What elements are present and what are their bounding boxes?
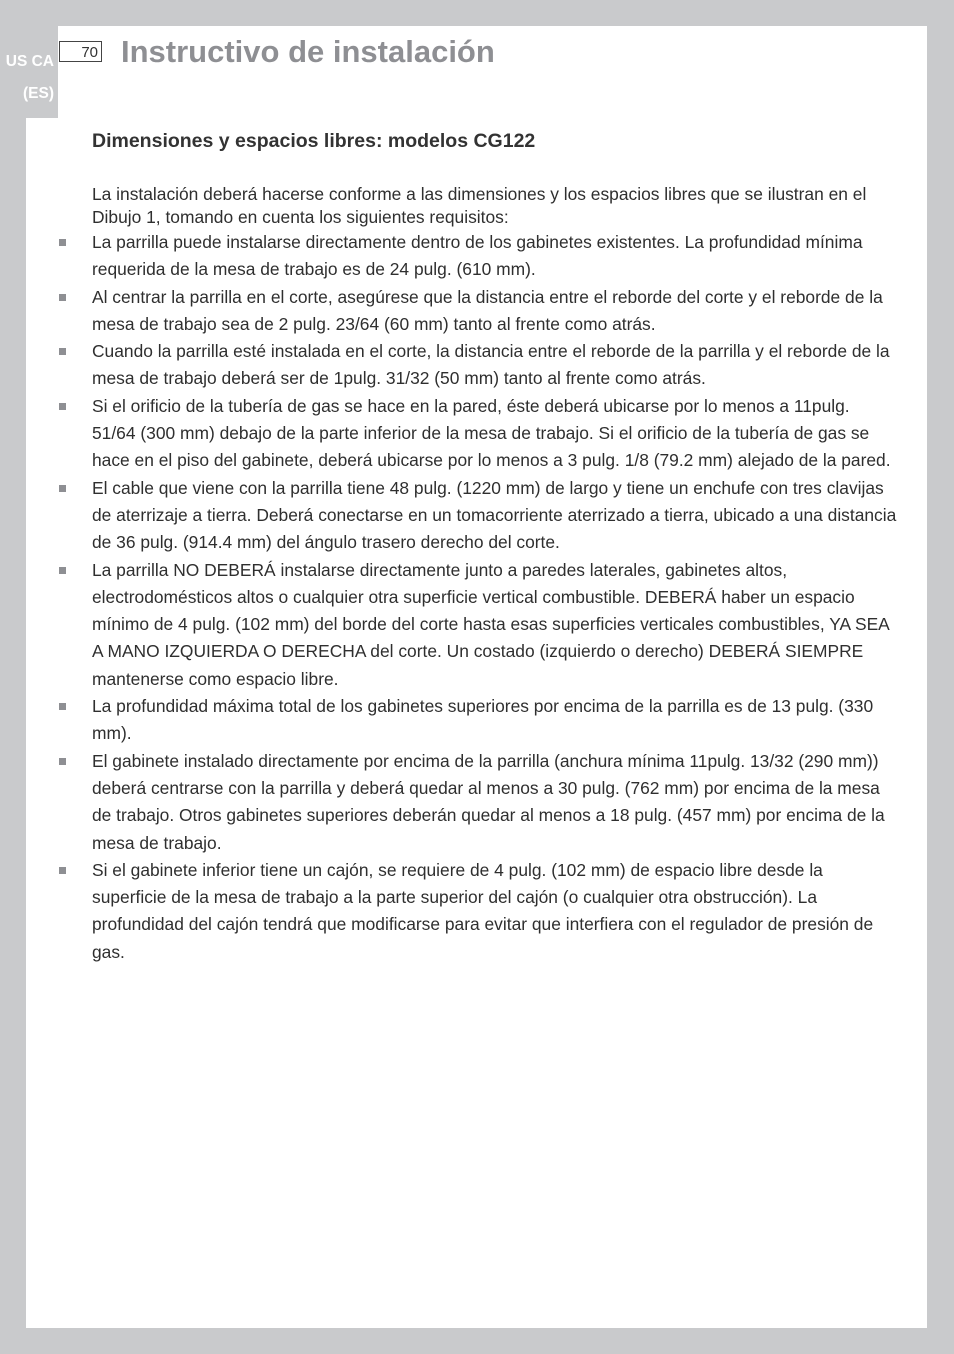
bullet-square-icon bbox=[59, 485, 66, 492]
bullet-square-icon bbox=[59, 867, 66, 874]
list-item bbox=[92, 393, 897, 475]
list-item-text: La parrilla puede instalarse directamente dentro de los gabinetes existentes. La profundidad mínima requerida de la mesa de trabajo es de 24 pulg. (610 mm). bbox=[92, 232, 863, 280]
bullet-square-icon bbox=[59, 567, 66, 574]
list-item-text: Al centrar la parrilla en el corte, asegúrese que la distancia entre el reborde del corte y el reborde de la mesa de trabajo sea de 2 pulg. 23/64 (60 mm) tanto al frente como atrás. bbox=[92, 286, 883, 334]
region-label bbox=[0, 46, 54, 110]
list-item bbox=[92, 475, 897, 557]
list-item bbox=[92, 693, 897, 748]
intro-paragraph: La instalación deberá hacerse conforme a las dimensiones y los espacios libres que se ilustran en el Dibujo 1, tomando en cuenta los siguientes requisitos: bbox=[92, 184, 867, 227]
section-heading: Dimensiones y espacios libres: modelos CG122 bbox=[92, 130, 536, 152]
list-item-text: Si el orificio de la tubería de gas se hace en la pared, éste deberá ubicarse por lo menos a 11pulg. 51/64 (300 mm) debajo de la parte inferior de la mesa de trabajo. Si el orificio de la tubería de gas se hace en el piso del gabinete, deberá ubicarse por lo menos a 3 pulg. 1/8 (79.2 mm) alejado de la pared. bbox=[92, 395, 891, 471]
region-country: US CA bbox=[5, 53, 54, 70]
requirements-list bbox=[92, 229, 897, 966]
list-item bbox=[92, 748, 897, 857]
bullet-square-icon bbox=[59, 294, 66, 301]
list-item bbox=[92, 284, 897, 339]
list-item-text: Si el gabinete inferior tiene un cajón, se requiere de 4 pulg. (102 mm) de espacio libre desde la superficie de la mesa de trabajo a la parte superior del cajón (o cualquier otra obstrucción). La profundidad del cajón tendrá que modificarse para evitar que interfiera con el regulador de presión de gas. bbox=[92, 859, 874, 962]
page-number: 70 bbox=[59, 41, 102, 62]
region-language: (ES) bbox=[23, 85, 54, 102]
list-item bbox=[92, 338, 897, 393]
list-item bbox=[92, 229, 897, 284]
list-item-text: La parrilla NO DEBERÁ instalarse directamente junto a paredes laterales, gabinetes altos, electrodomésticos altos o cualquier otra superficie vertical combustible. DEBERÁ haber un espacio mínimo de 4 pulg. (102 mm) del borde del corte hasta esas superficies verticales combustibles, YA SEA A MANO IZQUIERDA O DERECHA del corte. Un costado (izquierdo o derecho) DEBERÁ SIEMPRE mantenerse como espacio libre. bbox=[92, 559, 889, 689]
bullet-square-icon bbox=[59, 703, 66, 710]
bullet-square-icon bbox=[59, 239, 66, 246]
list-item bbox=[92, 557, 897, 693]
list-item bbox=[92, 857, 897, 966]
list-item-text: El gabinete instalado directamente por encima de la parrilla (anchura mínima 11pulg. 13/32 (290 mm)) deberá centrarse con la parrilla y deberá quedar al menos a 30 pulg. (762 mm) por encima de la mesa de trabajo. Otros gabinetes superiores deberán quedar al menos a 18 pulg. (457 mm) por encima de la mesa de trabajo. bbox=[92, 750, 885, 853]
bullet-square-icon bbox=[59, 403, 66, 410]
bullet-square-icon bbox=[59, 758, 66, 765]
list-item-text: El cable que viene con la parrilla tiene 48 pulg. (1220 mm) de largo y tiene un enchufe con tres clavijas de aterrizaje a tierra. Deberá conectarse en un tomacorriente aterrizado a tierra, ubicado a una distancia de 36 pulg. (914.4 mm) del ángulo trasero derecho del corte. bbox=[92, 477, 897, 553]
list-item-text: Cuando la parrilla esté instalada en el corte, la distancia entre el reborde de la parrilla y el reborde de la mesa de trabajo deberá ser de 1pulg. 31/32 (50 mm) tanto al frente como atrás. bbox=[92, 341, 890, 389]
page-title: Instructivo de instalación bbox=[121, 34, 495, 69]
list-item-text: La profundidad máxima total de los gabinetes superiores por encima de la parrilla es de 13 pulg. (330 mm). bbox=[92, 696, 874, 744]
bullet-square-icon bbox=[59, 348, 66, 355]
